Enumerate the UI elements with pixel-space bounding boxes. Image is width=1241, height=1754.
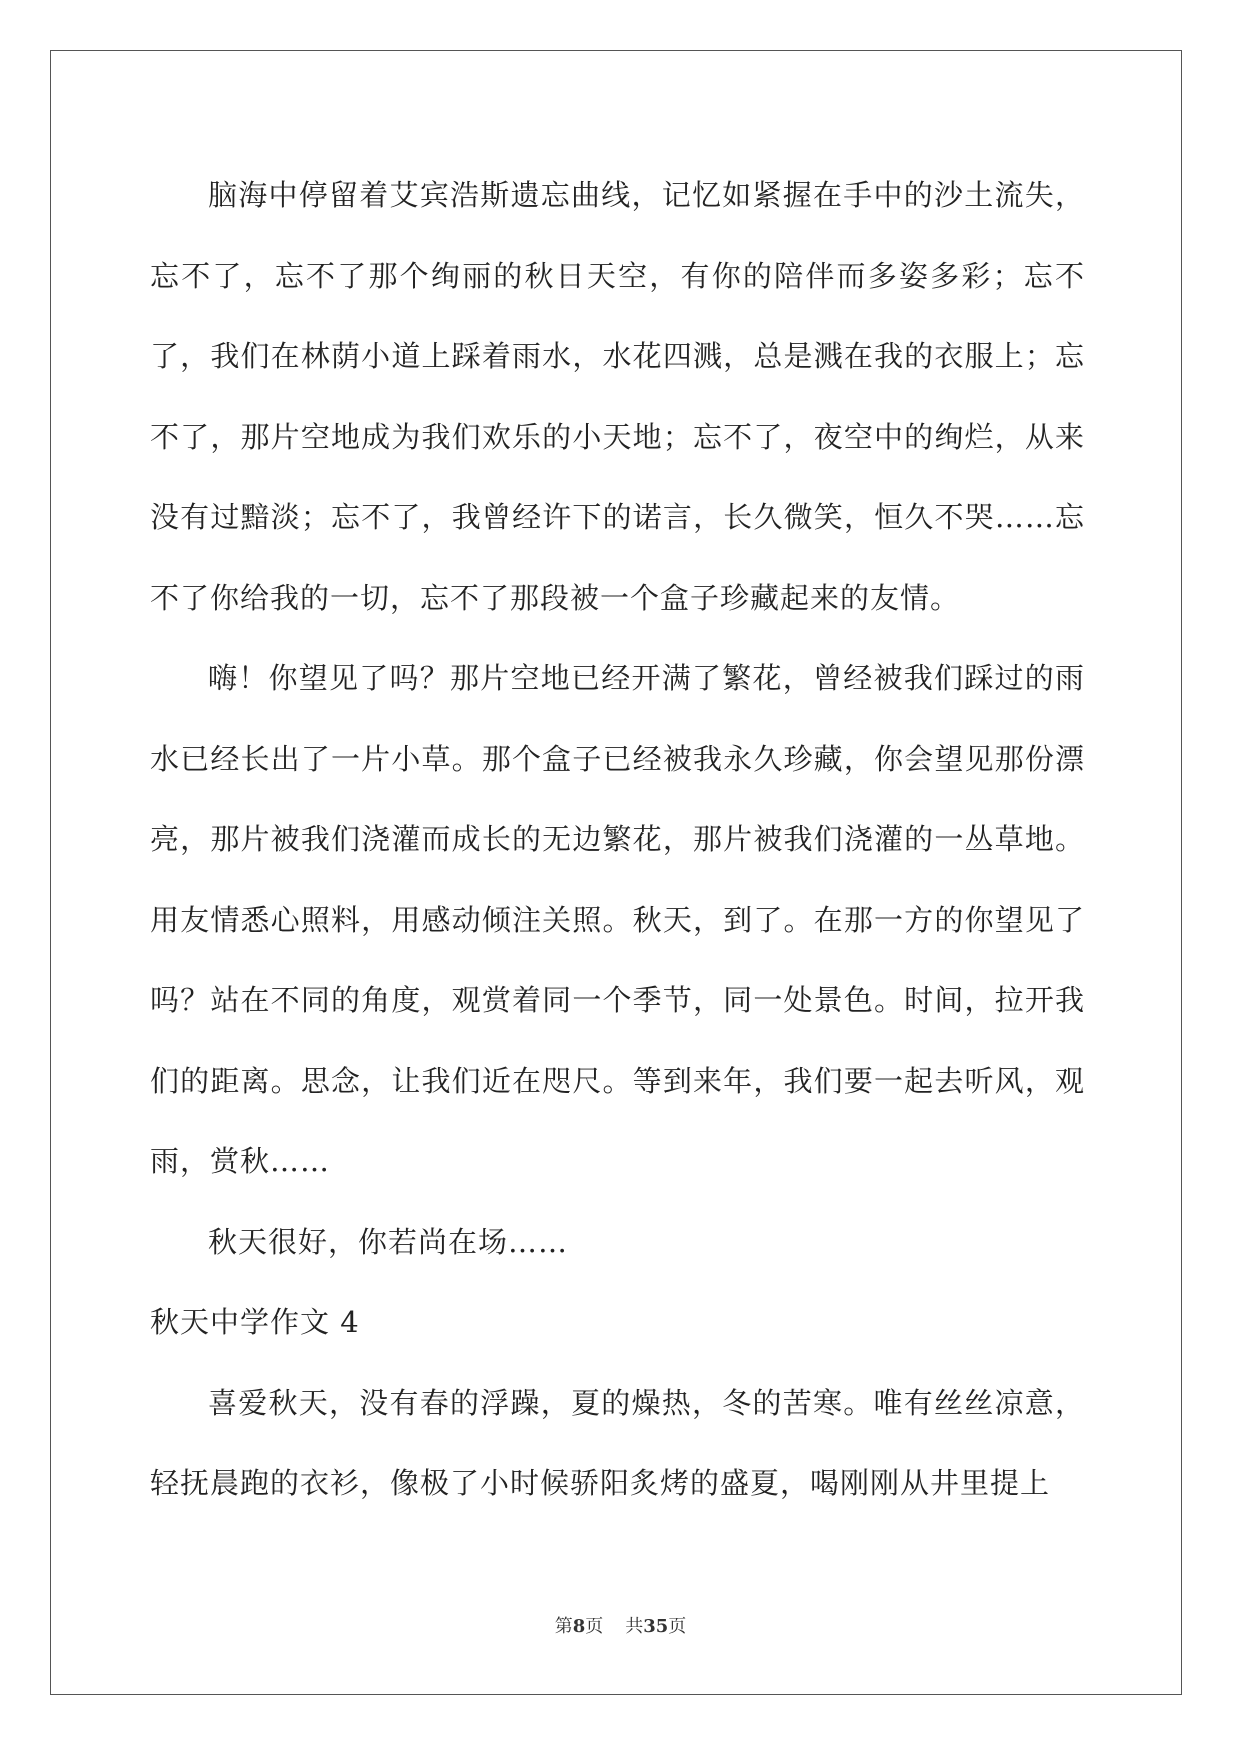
paragraph-2: 嗨！你望见了吗？那片空地已经开满了繁花，曾经被我们踩过的雨水已经长出了一片小草。那个盒子已经被我永久珍藏，你会望见那份漂亮，那片被我们浇灌而成长的无边繁花，那片被我们浇灌的一丛草地。用友情悉心照料，用感动倾注关照。秋天，到了。在那一方的你望见了吗？站在不同的角度，观赏着同一个季节，同一处景色。时间，拉开我们的距离。思念，让我们近在咫尺。等到来年，我们要一起去听风，观雨，赏秋…… xyxy=(150,661,1085,1178)
section-heading: 秋天中学作文 4 xyxy=(150,1305,360,1339)
page-suffix: 页 xyxy=(585,1616,604,1637)
total-prefix: 共 xyxy=(625,1616,644,1637)
document-body xyxy=(150,155,1085,1524)
page-prefix: 第 xyxy=(554,1616,573,1637)
paragraph-1: 脑海中停留着艾宾浩斯遗忘曲线，记忆如紧握在手中的沙土流失，忘不了，忘不了那个绚丽的秋日天空，有你的陪伴而多姿多彩；忘不了，我们在林荫小道上踩着雨水，水花四溅，总是溅在我的衣服上；忘不了，那片空地成为我们欢乐的小天地；忘不了，夜空中的绚烂，从来没有过黯淡；忘不了，我曾经许下的诺言，长久微笑，恒久不哭……忘不了你给我的一切，忘不了那段被一个盒子珍藏起来的友情。 xyxy=(150,178,1085,615)
paragraph-4: 喜爱秋天，没有春的浮躁，夏的燥热，冬的苦寒。唯有丝丝凉意，轻抚晨跑的衣衫，像极了小时候骄阳炙烤的盛夏，喝刚刚从井里提上 xyxy=(150,1385,1085,1500)
page-footer xyxy=(0,1612,1241,1638)
paragraph-3: 秋天很好，你若尚在场…… xyxy=(208,1224,569,1259)
total-suffix: 页 xyxy=(668,1616,687,1637)
total-pages: 35 xyxy=(643,1616,669,1637)
page-number: 8 xyxy=(572,1616,586,1637)
